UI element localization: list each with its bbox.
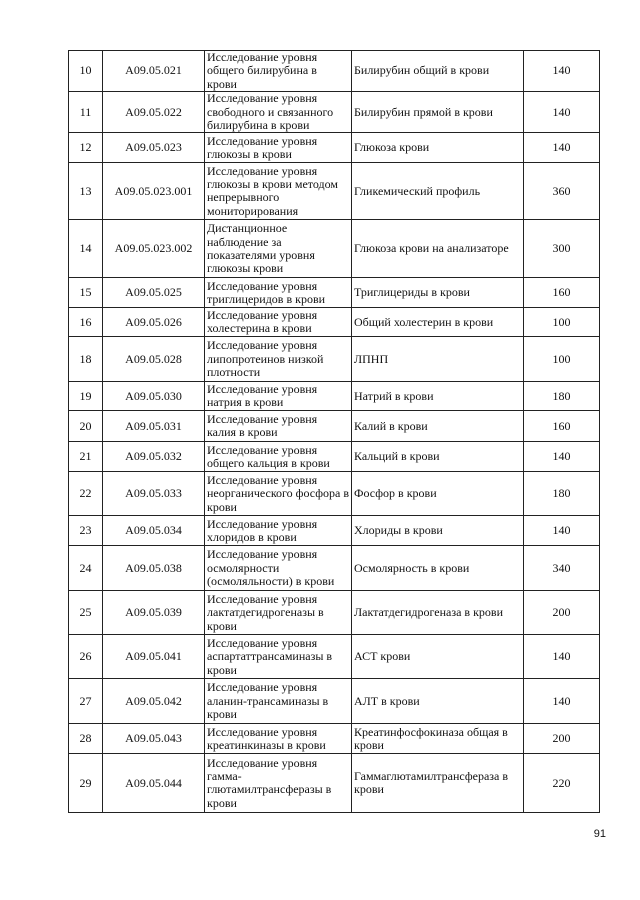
table-row (69, 382, 600, 411)
service-name: Осмолярность в крови (352, 546, 524, 591)
study-name: Исследование уровня аланин-трансаминазы в крови (205, 679, 352, 724)
service-code: А09.05.043 (103, 724, 205, 754)
row-number: 27 (69, 679, 103, 724)
study-name: Дистанционное наблюдение за показателями уровня глюкозы крови (205, 220, 352, 278)
price-value: 300 (524, 220, 600, 278)
service-code: А09.05.023 (103, 133, 205, 163)
service-name: Кальций в крови (352, 442, 524, 472)
service-code: А09.05.041 (103, 635, 205, 679)
study-name: Исследование уровня неорганического фосфора в крови (205, 472, 352, 516)
service-code: А09.05.032 (103, 442, 205, 472)
row-number: 20 (69, 411, 103, 442)
study-name: Исследование уровня глюкозы в крови (205, 133, 352, 163)
price-value: 220 (524, 754, 600, 813)
table-row (69, 337, 600, 382)
service-code: А09.05.023.002 (103, 220, 205, 278)
service-name: Хлориды в крови (352, 516, 524, 546)
price-table (68, 50, 600, 813)
service-code: А09.05.022 (103, 92, 205, 133)
price-value: 180 (524, 472, 600, 516)
price-value: 140 (524, 133, 600, 163)
service-code: А09.05.044 (103, 754, 205, 813)
table-row (69, 754, 600, 813)
row-number: 24 (69, 546, 103, 591)
service-name: Натрий в крови (352, 382, 524, 411)
row-number: 15 (69, 278, 103, 308)
row-number: 18 (69, 337, 103, 382)
service-code: А09.05.025 (103, 278, 205, 308)
service-code: А09.05.028 (103, 337, 205, 382)
service-code: А09.05.033 (103, 472, 205, 516)
service-name: Креатинфосфокиназа общая в крови (352, 724, 524, 754)
row-number: 23 (69, 516, 103, 546)
study-name: Исследование уровня лактатдегидрогеназы в крови (205, 591, 352, 635)
table-row (69, 679, 600, 724)
price-value: 200 (524, 591, 600, 635)
service-code: А09.05.039 (103, 591, 205, 635)
table-row (69, 51, 600, 92)
study-name: Исследование уровня гамма-глютамилтрансферазы в крови (205, 754, 352, 813)
table-row (69, 308, 600, 337)
table-row (69, 442, 600, 472)
service-code: А09.05.021 (103, 51, 205, 92)
table-row (69, 133, 600, 163)
study-name: Исследование уровня липопротеинов низкой плотности (205, 337, 352, 382)
price-value: 100 (524, 308, 600, 337)
row-number: 10 (69, 51, 103, 92)
service-name: Калий в крови (352, 411, 524, 442)
row-number: 26 (69, 635, 103, 679)
row-number: 25 (69, 591, 103, 635)
study-name: Исследование уровня аспартаттрансаминазы в крови (205, 635, 352, 679)
study-name: Исследование уровня хлоридов в крови (205, 516, 352, 546)
service-code: А09.05.023.001 (103, 163, 205, 220)
service-name: ЛПНП (352, 337, 524, 382)
price-value: 140 (524, 51, 600, 92)
row-number: 14 (69, 220, 103, 278)
price-value: 340 (524, 546, 600, 591)
price-value: 140 (524, 635, 600, 679)
study-name: Исследование уровня триглицеридов в крови (205, 278, 352, 308)
study-name: Исследование уровня осмолярности (осмоляльности) в крови (205, 546, 352, 591)
study-name: Исследование уровня натрия в крови (205, 382, 352, 411)
row-number: 22 (69, 472, 103, 516)
service-code: А09.05.026 (103, 308, 205, 337)
price-table-body (69, 51, 600, 813)
service-name: АСТ крови (352, 635, 524, 679)
table-row (69, 546, 600, 591)
service-code: А09.05.031 (103, 411, 205, 442)
price-value: 140 (524, 92, 600, 133)
service-code: А09.05.034 (103, 516, 205, 546)
table-row (69, 635, 600, 679)
table-row (69, 92, 600, 133)
price-value: 140 (524, 679, 600, 724)
row-number: 28 (69, 724, 103, 754)
study-name: Исследование уровня глюкозы в крови методом непрерывного мониторирования (205, 163, 352, 220)
table-row (69, 411, 600, 442)
price-value: 160 (524, 411, 600, 442)
table-row (69, 220, 600, 278)
price-value: 140 (524, 442, 600, 472)
price-value: 360 (524, 163, 600, 220)
service-name: Триглицериды в крови (352, 278, 524, 308)
service-name: Гликемический профиль (352, 163, 524, 220)
row-number: 16 (69, 308, 103, 337)
row-number: 19 (69, 382, 103, 411)
row-number: 12 (69, 133, 103, 163)
row-number: 21 (69, 442, 103, 472)
study-name: Исследование уровня общего кальция в крови (205, 442, 352, 472)
service-name: Общий холестерин в крови (352, 308, 524, 337)
service-code: А09.05.042 (103, 679, 205, 724)
table-row (69, 516, 600, 546)
study-name: Исследование уровня общего билирубина в крови (205, 51, 352, 92)
table-row (69, 278, 600, 308)
service-name: Билирубин общий в крови (352, 51, 524, 92)
service-name: Лактатдегидрогеназа в крови (352, 591, 524, 635)
study-name: Исследование уровня холестерина в крови (205, 308, 352, 337)
service-code: А09.05.030 (103, 382, 205, 411)
price-value: 200 (524, 724, 600, 754)
price-value: 140 (524, 516, 600, 546)
service-name: Гаммаглютамилтрансфераза в крови (352, 754, 524, 813)
row-number: 13 (69, 163, 103, 220)
service-name: Билирубин прямой в крови (352, 92, 524, 133)
page-number: 91 (593, 828, 606, 840)
price-value: 180 (524, 382, 600, 411)
price-value: 160 (524, 278, 600, 308)
study-name: Исследование уровня креатинкиназы в крови (205, 724, 352, 754)
table-row (69, 472, 600, 516)
service-name: АЛТ в крови (352, 679, 524, 724)
price-value: 100 (524, 337, 600, 382)
table-row (69, 724, 600, 754)
service-name: Фосфор в крови (352, 472, 524, 516)
service-name: Глюкоза крови (352, 133, 524, 163)
row-number: 11 (69, 92, 103, 133)
service-name: Глюкоза крови на анализаторе (352, 220, 524, 278)
row-number: 29 (69, 754, 103, 813)
service-code: А09.05.038 (103, 546, 205, 591)
table-row (69, 163, 600, 220)
study-name: Исследование уровня калия в крови (205, 411, 352, 442)
table-row (69, 591, 600, 635)
study-name: Исследование уровня свободного и связанного билирубина в крови (205, 92, 352, 133)
